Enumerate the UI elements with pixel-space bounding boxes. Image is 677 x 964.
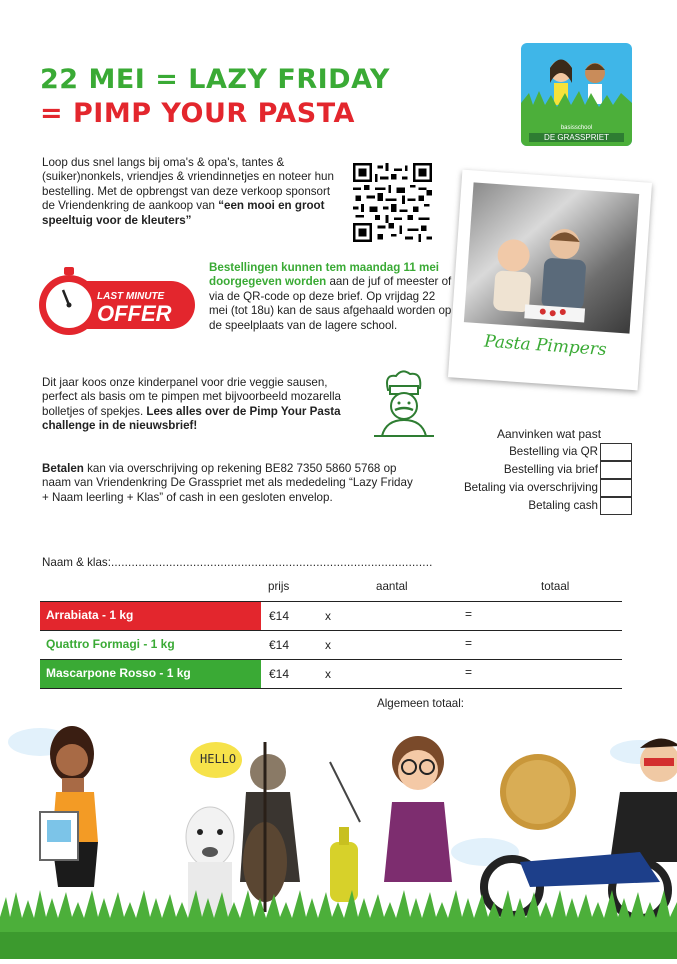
checklist-label-brief: Bestelling via brief bbox=[503, 463, 598, 476]
header-quantity: aantal bbox=[376, 580, 408, 593]
name-class-label: Naam & klas: bbox=[42, 556, 111, 569]
header-total: totaal bbox=[541, 580, 570, 593]
table-rule-bottom bbox=[40, 688, 622, 689]
times-quattro-formagi: x bbox=[325, 638, 331, 652]
school-logo bbox=[521, 43, 632, 146]
payment-bold: Betalen bbox=[42, 462, 84, 475]
checklist-title: Aanvinken wat past bbox=[497, 427, 602, 441]
checkbox-cash[interactable] bbox=[600, 497, 632, 515]
intro-paragraph bbox=[42, 156, 336, 228]
orders-deadline: Bestellingen kunnen tem maandag 11 mei doorgegeven worden bbox=[209, 261, 440, 289]
chef-illustration bbox=[368, 368, 440, 438]
photo-image bbox=[464, 182, 639, 333]
checklist-label-cash: Betaling cash bbox=[528, 499, 598, 512]
payment-text: kan via overschrijving op rekening BE82 7350 5860 5768 op naam van Vriendenkring De Grasspriet met als mededeling “Lazy Friday + Naam leerling + Klas” of cash in een gesloten envelop. bbox=[42, 462, 413, 504]
last-minute-offer-badge bbox=[37, 265, 197, 337]
offer-line-2: OFFER bbox=[97, 301, 172, 326]
title-line-2: = PIMP YOUR PASTA bbox=[40, 98, 355, 129]
price-arrabiata: €14 bbox=[269, 609, 290, 623]
times-arrabiata: x bbox=[325, 609, 331, 623]
orders-paragraph bbox=[209, 261, 454, 333]
name-class-field[interactable] bbox=[42, 556, 433, 569]
qr-code[interactable] bbox=[353, 163, 432, 242]
offer-line-1: LAST MINUTE bbox=[97, 291, 165, 302]
checkbox-transfer[interactable] bbox=[600, 479, 632, 497]
name-class-dots: .............................................................................................. bbox=[110, 556, 433, 569]
payment-paragraph bbox=[42, 462, 422, 505]
product-mascarpone-rosso: Mascarpone Rosso - 1 kg bbox=[40, 660, 261, 688]
header-price: prijs bbox=[268, 580, 290, 593]
photo-caption: Pasta Pimpers bbox=[483, 331, 608, 361]
checkbox-brief[interactable] bbox=[600, 461, 632, 479]
product-arrabiata: Arrabiata - 1 kg bbox=[40, 602, 261, 630]
checklist-label-qr: Bestelling via QR bbox=[509, 445, 598, 458]
equals-quattro-formagi: = bbox=[465, 636, 473, 650]
intro-emphasis: “een mooi en groot speeltuig voor de kleuters” bbox=[42, 199, 325, 227]
price-quattro-formagi: €14 bbox=[269, 638, 290, 652]
equals-mascarpone-rosso: = bbox=[465, 665, 473, 679]
title-line-1: 22 MEI = LAZY FRIDAY bbox=[40, 64, 390, 95]
times-mascarpone-rosso: x bbox=[325, 667, 331, 681]
panel-bold: Lees alles over de Pimp Your Pasta challenge in de nieuwsbrief! bbox=[42, 404, 341, 433]
price-mascarpone-rosso: €14 bbox=[269, 667, 290, 681]
equals-arrabiata: = bbox=[465, 607, 473, 621]
hello-bubble-text: HELLO bbox=[200, 752, 237, 766]
checkbox-qr[interactable] bbox=[600, 443, 632, 461]
logo-caption-bottom: DE GRASSPRIET bbox=[529, 133, 624, 142]
pasta-photo bbox=[448, 170, 652, 391]
panel-text: Dit jaar koos onze kinderpanel voor drie veggie sausen, perfect als basis om te pimpen met bijvoorbeeld mozarella bolletjes of spekjes. bbox=[42, 376, 342, 418]
bottom-illustration bbox=[0, 712, 677, 959]
intro-text: Loop dus snel langs bij oma's & opa's, tantes & (suiker)nonkels, vriendjes & vriendinnetjes en noteer hun bestelling. Met de opbrengst van deze verkoop sponsort de Vriendenkring de aankoop van bbox=[42, 156, 334, 213]
logo-caption-top: basisschool bbox=[560, 125, 593, 131]
product-quattro-formagi: Quattro Formagi - 1 kg bbox=[40, 631, 261, 659]
grand-total-label: Algemeen totaal: bbox=[377, 697, 465, 710]
orders-text: aan de juf of meester of via de QR-code op deze brief. Op vrijdag 22 mei (tot 18u) kan de saus afgehaald worden op de speelplaats van de lagere school. bbox=[209, 275, 452, 332]
panel-paragraph bbox=[42, 376, 357, 434]
checklist-label-transfer: Betaling via overschrijving bbox=[463, 481, 598, 494]
